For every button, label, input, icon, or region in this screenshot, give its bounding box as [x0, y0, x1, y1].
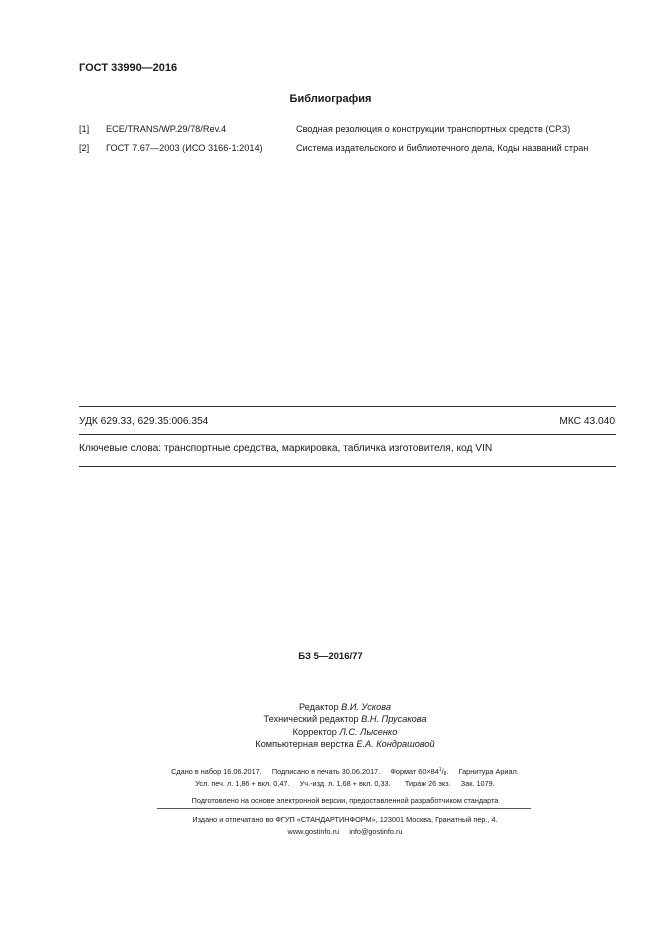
- typeface: Гарнитура Ариал.: [458, 767, 519, 776]
- bibliography-entry: [79, 143, 619, 157]
- role: Технический редактор: [263, 714, 359, 725]
- bibliography-entry: [79, 124, 619, 138]
- keywords: Ключевые слова: транспортные средства, маркировка, табличка изготовителя, код VIN: [79, 443, 493, 454]
- publisher-info: Издано и отпечатано во ФГУП «СТАНДАРТИНФОРМ», 123001 Москва, Гранатный пер., 4.: [192, 815, 498, 824]
- print-run: Тираж 26 экз.: [404, 779, 451, 788]
- role: Редактор: [299, 702, 339, 712]
- top-divider: [79, 406, 616, 407]
- email-link[interactable]: info@gostinfo.ru: [349, 827, 403, 836]
- publisher-contacts: [0, 827, 661, 836]
- credit-corrector: [0, 726, 661, 738]
- publisher-divider: [157, 808, 531, 809]
- print-sheets: Усл. печ. л. 1,86 + вкл. 0,47.: [195, 779, 290, 788]
- credit-editor: [0, 701, 661, 713]
- signed-date: Подписано в печать 30.06.2017.: [271, 767, 381, 776]
- pub-sheets: Уч.-изд. л. 1,68 + вкл. 0,33.: [299, 779, 391, 788]
- website-link[interactable]: www.gostinfo.ru: [287, 827, 340, 836]
- credit-layout: [0, 738, 661, 750]
- prepared-note: Подготовлено на основе электронной версии, предоставленной разработчиком стандарта: [191, 796, 499, 805]
- order-number: Зак. 1079.: [460, 779, 495, 788]
- submitted-date: Сдано в набор 16.06.2017.: [171, 767, 262, 776]
- bibliography-title: Библиография: [289, 93, 372, 105]
- pub-line-1: [0, 767, 661, 777]
- person-name: Е.А. Кондрашовой: [356, 738, 435, 749]
- credit-tech-editor: [0, 713, 661, 725]
- entry-number: [1]: [79, 124, 90, 134]
- entry-number: [2]: [79, 143, 90, 153]
- entry-code: ГОСТ 7.67—2003 (ИСО 3166-1:2014): [106, 143, 263, 153]
- bottom-divider: [79, 466, 616, 467]
- role: Корректор: [292, 726, 337, 737]
- person-name: Л.С. Лысенко: [339, 726, 398, 737]
- entry-description: Сводная резолюция о конструкции транспортных средств (СР.3): [296, 124, 571, 134]
- document-header: ГОСТ 33990—2016: [79, 62, 178, 74]
- role: Компьютерная верстка: [255, 738, 354, 749]
- entry-code: ECE/TRANS/WP.29/78/Rev.4: [106, 124, 227, 134]
- bz-number: БЗ 5—2016/77: [298, 651, 363, 662]
- person-name: В.И. Ускова: [341, 702, 391, 712]
- person-name: В.Н. Прусакова: [361, 714, 427, 725]
- pub-line-2: [0, 779, 661, 788]
- udk-code: УДК 629.33, 629.35:006.354: [79, 416, 209, 427]
- paper-format: Формат $60\times 84^1/_8$.: [390, 767, 449, 777]
- entry-description: Система издательского и библиотечного дела, Коды названий стран: [296, 143, 589, 153]
- mks-code: МКС 43.040: [559, 416, 615, 427]
- credits-block: [0, 701, 661, 750]
- middle-divider: [79, 434, 616, 435]
